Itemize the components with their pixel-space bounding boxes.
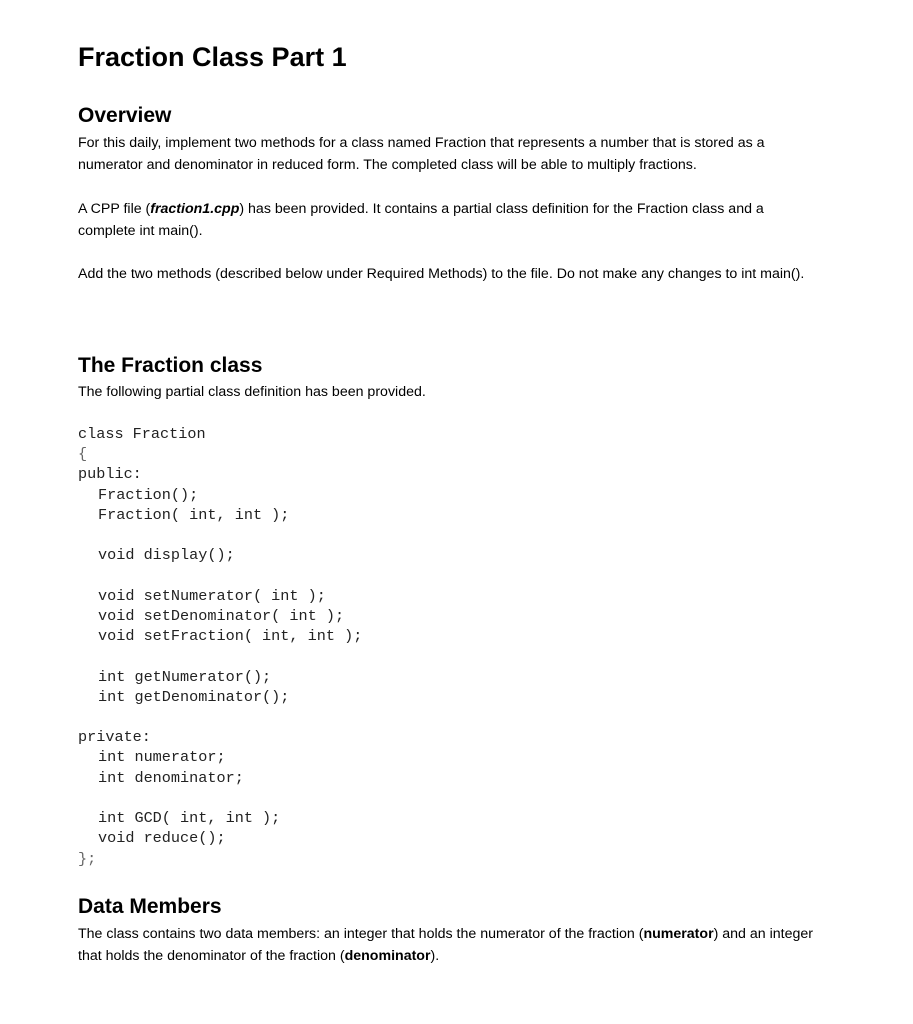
- fraction-class-intro: The following partial class definition has been provided.: [78, 384, 426, 400]
- data-members-p-middle: ) and an integer that holds the denominator of the fraction (: [78, 926, 813, 964]
- overview-p2-after: ) has been provided. It contains a partial class definition for the Fraction class and a complete int main().: [78, 201, 764, 239]
- code-line: int getNumerator();: [98, 668, 272, 686]
- overview-paragraph-1: For this daily, implement two methods for a class named Fraction that represents a number that is stored as a numerator and denominator in reduced form. The completed class will be able to multiply fractions.: [78, 135, 765, 173]
- cpp-file-name: fraction1.cpp: [150, 201, 240, 217]
- overview-p2-before: A CPP file (: [78, 201, 151, 217]
- code-line: int GCD( int, int );: [98, 809, 281, 827]
- numerator-term: numerator: [643, 926, 714, 942]
- code-line: class Fraction: [78, 425, 206, 443]
- code-line: void setDenominator( int );: [98, 607, 345, 625]
- code-line: void reduce();: [98, 829, 226, 847]
- code-line: private:: [78, 728, 151, 746]
- data-members-heading: Data Members: [78, 895, 222, 918]
- code-line: Fraction( int, int );: [98, 506, 290, 524]
- code-line: void setFraction( int, int );: [98, 627, 363, 645]
- code-line: int getDenominator();: [98, 688, 290, 706]
- fraction-class-heading: The Fraction class: [78, 354, 263, 377]
- overview-heading: Overview: [78, 104, 172, 127]
- overview-paragraph-3: Add the two methods (described below under Required Methods) to the file. Do not make any changes to int main().: [78, 266, 805, 282]
- code-line: public:: [78, 465, 142, 483]
- denominator-term: denominator: [344, 948, 431, 964]
- data-members-p-before: The class contains two data members: an integer that holds the numerator of the fraction (: [78, 926, 644, 942]
- page-title: Fraction Class Part 1: [78, 42, 347, 72]
- code-line: int denominator;: [98, 769, 244, 787]
- code-line: void setNumerator( int );: [98, 587, 326, 605]
- class-definition-code: [78, 424, 363, 868]
- code-line: int numerator;: [98, 748, 226, 766]
- code-line: void display();: [98, 546, 235, 564]
- code-line: Fraction();: [98, 486, 199, 504]
- code-line: };: [78, 850, 97, 868]
- data-members-paragraph: [78, 923, 828, 967]
- code-line: {: [78, 445, 88, 463]
- data-members-p-after: ).: [430, 948, 440, 964]
- overview-paragraph-2: [78, 198, 808, 242]
